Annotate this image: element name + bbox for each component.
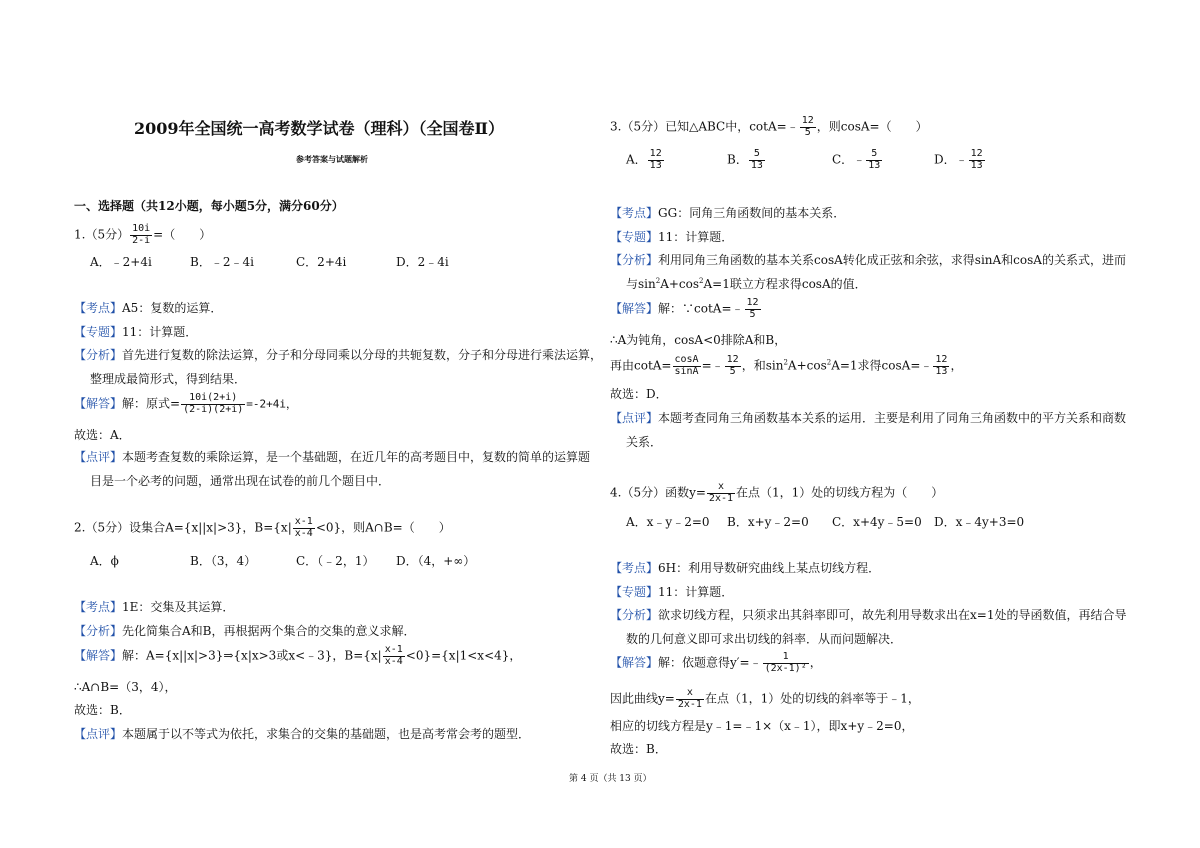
- q2-dianping: 【点评】本题属于以不等式为依托，求集合的交集的基础题，也是高考常会考的题型．: [74, 727, 531, 741]
- q2-jieda: 【解答】解：A={x||x|>3}⇒{x|x>3或x<﹣3}，B={x| $\frac{x-1}{x-4}$ <0}={x|1<x<4}，: [74, 644, 522, 667]
- q1-dianping: 【点评】本题考查复数的乘除运算，是一个基础题，在近几年的高考题目中，复数的简单的运算题: [74, 450, 591, 464]
- q1-jieda: 【解答】解：原式= $\frac{10i(2+i)}{(2-i)(2+i)}$ =-2+4i，: [74, 392, 298, 415]
- q3-answer: 故选：D．: [610, 387, 668, 401]
- q1-answer: 故选：A．: [74, 428, 131, 442]
- q1-fraction: $\frac{10i}{2-i}$: [132, 223, 151, 246]
- q4-option-b: B．x+y﹣2=0: [727, 515, 809, 529]
- section-heading: 一、选择题（共12小题，每小题5分，满分60分）: [74, 199, 344, 213]
- q4-fenxi: 【分析】欲求切线方程，只须求出其斜率即可，故先利用导数求出在x=1处的导函数值，再结合导: [610, 608, 1127, 622]
- q3-line2: ∴A为钝角，cosA<0排除A和B，: [610, 333, 787, 347]
- q1-fenxi-line2: 整理成最简形式，得到结果．: [90, 372, 247, 386]
- q4-stem: 4.（5分）函数y= $\frac{x}{2x-1}$ 在点（1，1）处的切线方程为（ ）: [610, 481, 944, 504]
- q3-zhuanti: 【专题】11：计算题．: [610, 230, 734, 244]
- q4-option-c: C．x+4y﹣5=0: [832, 515, 922, 529]
- q3-option-d: D．﹣ $\frac{12}{13}$: [934, 148, 983, 171]
- page-footer: 第 4 页（共 13 页）: [569, 774, 652, 784]
- q4-option-a: A．x﹣y﹣2=0: [626, 515, 710, 529]
- q3-kaodian: 【考点】GG：同角三角函数间的基本关系．: [610, 206, 846, 220]
- q3-fenxi: 【分析】利用同角三角函数的基本关系cosA转化成正弦和余弦，求得sinA和cosA的关系式，进而: [610, 253, 1126, 267]
- q2-option-b: B．（3，4）: [190, 554, 257, 568]
- q2-option-d: D．（4，+∞）: [396, 554, 476, 568]
- q3-dianping: 【点评】本题考查同角三角函数基本关系的运用．主要是利用了同角三角函数中的平方关系和商数: [610, 411, 1127, 425]
- q1-option-a: A．﹣2+4i: [90, 255, 152, 269]
- q4-kaodian: 【考点】6H：利用导数研究曲线上某点切线方程．: [610, 561, 881, 575]
- q2-line2: ∴A∩B=（3，4），: [74, 680, 177, 694]
- q3-fenxi-line2: 与$\sin^2A+\cos^2A=1$联立方程求得cosA的值．: [626, 277, 867, 291]
- q2-answer: 故选：B．: [74, 703, 131, 717]
- q2-option-c: C．（﹣2，1）: [296, 554, 375, 568]
- q3-stem: 3.（5分）已知△ABC中，cotA=﹣ $\frac{12}{5}$ ，则cosA=（ ）: [610, 115, 928, 138]
- q2-fenxi: 【分析】先化简集合A和B，再根据两个集合的交集的意义求解．: [74, 624, 416, 638]
- page-subtitle: 参考答案与试题解析: [296, 154, 368, 164]
- q2-stem: 2.（5分）设集合A={x||x|>3}，B={x| $\frac{x-1}{x-4}$ <0}，则A∩B=（ ）: [74, 516, 451, 539]
- q1-dianping-line2: 目是一个必考的问题，通常出现在试卷的前几个题目中．: [90, 474, 391, 488]
- q1-zhuanti: 【专题】11：计算题．: [74, 325, 198, 339]
- q3-option-c: C．﹣ $\frac{5}{13}$: [832, 148, 881, 171]
- q4-option-d: D．x﹣4y+3=0: [934, 515, 1025, 529]
- q4-answer: 故选：B．: [610, 742, 667, 756]
- q1-fenxi: 【分析】首先进行复数的除法运算，分子和分母同乘以分母的共轭复数，分子和分母进行乘法运算，: [74, 348, 603, 362]
- q4-line2: 因此曲线y= $\frac{x}{2x-1}$ 在点（1，1）处的切线的斜率等于﹣1，: [610, 687, 920, 710]
- q2-kaodian: 【考点】1E：交集及其运算．: [74, 600, 235, 614]
- q1-option-c: C．2+4i: [296, 255, 347, 269]
- q4-line3: 相应的切线方程是y﹣1=﹣1×（x﹣1），即x+y﹣2=0，: [610, 719, 914, 733]
- q1-kaodian: 【考点】A5：复数的运算．: [74, 301, 223, 315]
- q3-dianping-line2: 关系．: [626, 435, 663, 449]
- q3-option-a: A． $\frac{12}{13}$: [626, 148, 662, 171]
- page-title: 2009年全国统一高考数学试卷（理科）（全国卷Ⅱ）: [134, 119, 505, 138]
- q1-option-d: D．2﹣4i: [396, 255, 449, 269]
- q2-option-a: A．ϕ: [90, 554, 119, 568]
- q3-option-b: B． $\frac{5}{13}$: [727, 148, 763, 171]
- q4-fenxi-line2: 数的几何意义即可求出切线的斜率．从而问题解决．: [626, 632, 903, 646]
- q3-jieda: 【解答】解：∵cotA=﹣ $\frac{12}{5}$: [610, 297, 759, 320]
- q1-stem: 1.（5分） $\frac{10i}{2-i}$ =（ ）: [74, 223, 212, 246]
- q1-option-b: B．﹣2﹣4i: [190, 255, 254, 269]
- q3-line3: 再由cotA= $\frac{\cos A}{\sin A}$ =﹣ $\frac{12}{5}$ ，和$\sin^2A+\cos^2A=1$求得cosA=﹣ $\frac{12}{13}$ ，: [610, 354, 963, 377]
- q4-jieda: 【解答】解：依题意得y′=﹣ $\frac{1}{\text{(2x-1)²}}$ ，: [610, 651, 822, 674]
- q4-zhuanti: 【专题】11：计算题．: [610, 585, 734, 599]
